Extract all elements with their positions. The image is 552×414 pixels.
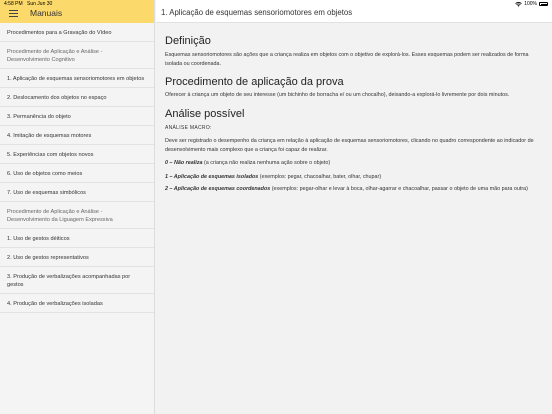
level-1-text: (exemplos: pegar, chacoalhar, bater, olhar, chupar) [258,173,382,180]
status-time: 4:58 PM [4,1,23,7]
sidebar-title: Manuais [30,8,63,18]
procedimento-text: Oferecer à criança um objeto de seu interesse (um bichinho de borracha e/ ou um chocalho), deixando-a explorá-lo livremente por dois minutos. [165,92,510,98]
status-date: Sun Jun 30 [27,1,53,7]
battery-percent: 100% [524,1,537,7]
level-1-label: 1 – Aplicação de esquemas isolados [165,173,259,180]
sidebar-item[interactable]: 6. Uso de objetos como meios [0,164,154,183]
procedimento-heading: Procedimento de aplicação da prova [165,76,344,88]
sidebar-item[interactable]: 7. Uso de esquemas simbólicos [0,183,154,202]
level-0-label: 0 – Não realiza [165,160,203,166]
sidebar-item[interactable]: 4. Imitação de esquemas motores [0,126,154,145]
sidebar-nav-list [0,23,154,313]
sidebar-item[interactable]: Procedimentos para a Gravação do Vídeo [0,23,154,42]
status-bar [0,0,552,8]
analise-macro-label: ANÁLISE MACRO: [165,124,212,131]
sidebar-item[interactable]: 2. Deslocamento dos objetos no espaço [0,88,154,107]
battery-icon [539,2,548,6]
level-2-label: 2 – Aplicação de esquemas coordenados [165,186,271,192]
analise-heading: Análise possível [165,107,245,120]
hamburger-menu-icon[interactable] [9,10,18,17]
level-1-line [165,173,543,182]
level-2-line [165,185,543,194]
definicao-heading: Definição [165,35,211,47]
sidebar-section-header: Procedimento de Aplicação e Análise - Desenvolvimento Cognitivo [0,42,154,69]
sidebar-item[interactable]: 5. Experiências com objetos novos [0,145,154,164]
level-0-text: (a criança não realiza nenhuma ação sobre o objeto) [202,160,331,166]
main-content [156,24,552,414]
level-0-line [165,159,543,168]
sidebar [0,0,155,414]
sidebar-item[interactable]: 3. Produção de verbalizações acompanhadas por gestos [0,267,154,294]
analise-text: Deve ser registrado o desempenho da criança em relação à aplicação de esquemas sensoriomotores, clicando no quadro correspondente ao indicador de desenvolvimento mais complexo que a criança foi capaz de realizar. [165,138,534,153]
definicao-text: Esquemas sensoriomotores são ações que a criança realiza em objetos com o objetivo de explorá-los. Esses esquemas podem ser realizados de forma isolada ou coordenada. [165,52,529,67]
status-right [515,0,548,8]
level-2-text: (exemplos: pegar-olhar e levar à boca, olhar-agarrar e chacoalhar, passar o objeto de uma mão para outra) [270,186,528,192]
sidebar-item[interactable]: 3. Permanência do objeto [0,107,154,126]
sidebar-item[interactable]: 2. Uso de gestos representativos [0,248,154,267]
sidebar-item[interactable]: 1. Aplicação de esquemas sensoriomotores em objetos [0,69,154,88]
wifi-icon [515,2,522,7]
sidebar-section-header: Procedimento de Aplicação e Análise - Desenvolvimento da Liguagem Expressiva [0,202,154,229]
sidebar-item[interactable]: 1. Uso de gestos déiticos [0,229,154,248]
sidebar-item[interactable]: 4. Produção de verbalizações isoladas [0,294,154,313]
page-title: 1. Aplicação de esquemas sensoriomotores em objetos [161,8,353,17]
